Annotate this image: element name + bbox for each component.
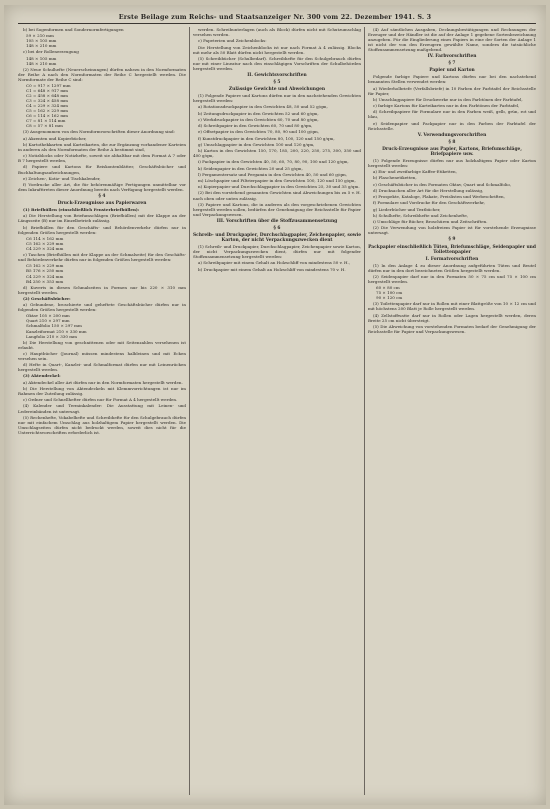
list-item: B5 176 × 250 mm [26,268,64,274]
list-item: C2 = 458 × 648 mm [26,93,69,99]
paragraph: c) Hauptbücher (Journal) müssen mindestens halbleinen und mit Ecken versehen sein. [18,350,186,361]
paragraph: d) Drucksachen aller Art für die Herstellung zulässig, [373,187,484,193]
paragraph: c) farbige Kartons für Karteikarten nur in den Farbtönen der Farbtafel, [373,103,520,109]
section-heading: Schreib- und Druckpapier, Durchschlagpapier, Zeichenpapier, sowie Karton, der nicht Verpackungszwecken dient [193,232,361,244]
paragraph: Die Herstellung von Zeichenblocks ist nur nach Format A 4 zulässig. Blocks mit mehr als 50 Blatt dürfen nicht hergestellt werden. [193,44,361,55]
column-divider [189,27,190,795]
list-item: 105 × 105 mm [26,38,57,44]
list-item: C8 = 57 × 81 mm [26,123,63,129]
paragraph: (3) Papiere und Kartons, die in anderen als den vorgeschriebenen Gewichten hergestellt werden sollen, bedürfen der Genehmigung der Reichsstelle für Papier und Verpackungswesen. [193,201,361,217]
list-item: 60 × 80 cm [376,285,400,291]
paragraph: (5) Die Abweichung von vorstehenden Formaten bedarf der Genehmigung der Reichsstelle für Papier und Verpackungswesen. [368,323,536,334]
document-page [4,5,546,805]
section-number: § 7 [448,61,456,67]
paragraph: b) Umschlagpapiere für Druckwerke nur in den Farbtönen der Farbtafel, [373,96,523,102]
paragraph: c) Werkdruckpapier in den Gewichten 60, 70 und 80 g/qm, [198,116,319,122]
section-number: § 8 [448,139,456,145]
paragraph: d) Hefte in Quart-, Kanzlei- und Schmalformat dürfen nur mit Leinenrücken hergestellt werden. [18,362,186,373]
paragraph: i) Umschläge für Bücher, Broschüren und Zeitschriften. [373,219,488,225]
paragraph: werden. Schreibunterlagen (auch als Block) dürfen nicht mit Schutzumschlag versehen werden. [193,27,361,38]
list-item: 148 × 105 mm [26,55,57,61]
list-item: C5 = 162 × 229 mm [26,108,69,114]
paragraph: l) Pergamentersatz und Pergamin in den Gewichten 40, 50 und 60 g/qm, [198,171,347,177]
list-item: C4 229 × 324 mm [26,273,64,279]
paragraph: d) Schreibpapier in den Gewichten 60, 70 und 80 g/qm, [198,123,313,129]
paragraph: (3) Ausgenommen von den Normformvorschriften dieser Anordnung sind: [23,129,175,135]
format-list [26,33,186,48]
paragraph: (1) Schreib- und Druckpapier, Durchschlagpapier, Zeichenpapier sowie Karton, der nicht Verpackungszwecken dient, dürfen nur mit folgender Stoffzusammensetzung hergestellt werden: [193,244,361,260]
paragraph: (4) Kalender und Terminkalender: Die Ausstattung mit Leinen- und Ledereinbänden ist untersagt. [18,403,186,414]
list-item: C3 = 324 × 458 mm [26,98,69,104]
section-number: § 5 [273,79,281,85]
list-item: 75 × 100 cm [376,290,403,296]
format-list [376,285,536,300]
paragraph: e) Zeichen-, Kotiz- und Tischkalender, [23,175,101,181]
paragraph: (2) Die Verwendung von holzfreiem Papier ist für vorstehende Erzeugnisse untersagt. [368,225,536,236]
list-item: 148 × 210 mm [26,43,57,49]
paragraph: d) Papiere und Kartons für Reiskontenblätter, Geschäftsbücher und Buchhaltungsaufzeichnungen, [18,164,186,175]
paragraph: a) Schreibpapier mit einem Gehalt an Holzschliff von mindestens 50 v. H., [198,260,351,266]
section-heading: I. Formatvorschriften [425,256,479,262]
paragraph: a) Aktendeckel aller Art dürfen nur in den Normformaten hergestellt werden. [23,379,183,385]
list-item: C6 = 114 × 162 mm [26,113,69,119]
paragraph: b) Briefhüllen für den Geschäfts- und Behördenverkehr dürfen nur in folgenden Größen hergestellt werden: [18,224,186,235]
text-column-middle [193,27,361,797]
section-heading: Papier und Karton [429,68,475,74]
list-item: C5 162 × 229 mm [26,241,64,247]
list-item: C5 162 × 229 mm [26,263,64,269]
paragraph: g) Umschlagpapier in den Gewichten 100 und 120 g/qm, [198,141,315,147]
paragraph: h) Karton in den Gewichten 150, 170, 185, 200, 220, 250, 275, 300, 350 und 400 g/qm, [193,148,361,159]
section-number: § 9 [448,237,456,243]
paragraph: a) Wiederholbriefe (Verfallsbriefe) in 10 Farben der Farbtafel der Reichsstelle für Papier, [368,85,536,96]
paragraph: b) bei Sogenformen und Sondernormfertigungen [23,27,124,32]
list-item: B4 250 × 353 mm [26,278,64,284]
list-item: Langfolio 210 × 330 mm [26,333,77,339]
paragraph: (2) Seidenpapier darf nur in den Formaten 50 × 75 cm und 75 × 100 cm hergestellt werden. [368,273,536,284]
paragraph: a) Ein- und zweifarbige Kaffee-Etiketten, [373,169,457,175]
paragraph: b) Die Herstellung von geschnittenen oder mit Seitenzahlen versehenen ist erlaubt. [18,339,186,350]
paragraph: (1) Briefhüllen (einschließlich Fensterbriefhüllen): [23,207,140,213]
paragraph: b) Flaschenetiketten, [373,175,417,181]
paragraph: (2) Bei den vorstehend genannten Gewichten sind Abweichungen bis zu 5 v. H. nach oben oder unten zulässig. [193,190,361,201]
list-item: C1 = 648 × 917 mm [26,88,69,94]
paragraph: e) Seidenpapier und Packpapier nur in den Farben der Farbtafel der Reichsstelle. [368,120,536,131]
section-heading: Druck-Erzeugnisse aus Papierwaren [57,201,147,207]
paragraph: n) Kopierpapier und Durchschlagpapier in den Gewichten 25, 30 und 35 g/qm. [198,184,360,190]
column-divider [364,27,365,795]
list-item: 148 × 210 mm [26,60,57,66]
paragraph: k) Seidenpapier in den Gewichten 20 und 25 g/qm, [198,165,303,171]
paragraph: (4) Auf sämtlichen Ausgaben, Deckungsbestätigungen und Rechnungen der Erzeuger und der Händler ist die auf der Anlage 1 gegebene Sortenbezeichnung anzugeben. Für die Eingliederung eines Papiers in eine der Sorten der Anlage 1 ist nicht der von den Erzeugern gewählte Name, sondern die tatsächliche Stoffzusammensetzung maßgebend. [368,27,536,53]
section-title: IV. Farbvorschriften [427,54,477,60]
paragraph: a) Rotationsdruckpapier in den Gewichten 48, 50 und 52 g/qm, [198,104,328,110]
list-item: C4 = 229 × 324 mm [26,103,69,109]
paragraph: c) Taschen (Briefhüllen mit der Klappe an der Schmalseite) für den Geschäfts- und Behördenverkehr dürfen nur in folgenden Größen hergestellt werden: [18,252,186,263]
paragraph: h) Schulhefte, Schreibhefte und Zeichenhefte, [373,212,469,218]
section-title: III. Vorschriften über die Stoffzusammensetzung [216,218,338,224]
section-title: V. Verwendungsvorschriften [417,132,487,138]
subsection-heading: (3) Aktendeckel: [23,373,61,379]
paragraph: (1) In den Anlage 4 zu dieser Anordnung aufgeführten Tüten und Beutel dürfen nur in den dort bezeichneten Größen hergestellt werden. [368,262,536,273]
list-item: 90 × 120 cm [376,295,403,301]
list-item: Quart 210 × 297 mm [26,318,70,324]
paragraph: f) Vordrucke aller Art, die für behörenmäßige Fertigungen unmittelbar vor dem Inkrafttreten dieser Anordnung bereits nach Verfügung hergestellt werden. [18,182,186,193]
paragraph: d) Schreibpapiere für Formulare nur in den Farben weiß, gelb, grün, rot und blau, [368,109,536,120]
paragraph: i) Packpapier in den Gewichten 40, 50, 60, 70, 80, 90, 100 und 120 g/qm, [198,159,349,165]
paragraph: m) Löschpapier und Filtrierpapier in den Gewichten 100, 120 und 150 g/qm, [198,177,356,183]
paragraph: b) Druckpapier mit einem Gehalt an Holzschliff von mindestens 70 v. H. [198,266,346,272]
list-item: Schmalfolio 150 × 297 mm [26,323,82,329]
paragraph: c) Papeterien und Zeichenblocks: [198,38,267,44]
list-item: C0 = 917 × 1297 mm [26,83,71,89]
paragraph: a) Gebundene, broschierte und geheftete Geschäftsbücher dürfen nur in folgenden Größen hergestellt werden: [18,302,186,313]
format-list [26,56,186,66]
section-title: II. Gewichtsvorschriften [247,72,307,78]
paragraph: e) Offsetpapier in den Gewichten 70, 80, 90 und 100 g/qm, [198,129,319,135]
paragraph: c) Ordner und Schnellhefter dürfen nur für Format A 4 hergestellt werden. [23,397,178,403]
header-rule [18,23,536,24]
format-list [26,236,186,251]
list-item: Oktav 105 × 200 mm [26,313,70,319]
paragraph: g) Liederbücher und Textbücher, [373,206,441,212]
text-column-left [18,27,186,797]
text-column-right [368,27,536,797]
format-list [26,83,186,128]
paragraph: (5) Rechenhefte, Vokabelhefte und Schreibhefte für den Schulgebrauch dürfen nur mit einfachem Umschlag aus holzhaltigem Papier hergestellt werden. Die Umschlagseiten dürfen nicht bedruckt werden, soweit dies nicht für die Unterrichtsvorschriften erforderlich ist. [18,414,186,435]
paragraph: a) Akzenten und Kopierbücher, [23,135,87,141]
section-number: § 6 [273,225,281,231]
paragraph: Folgende farbige Papiere und Kartons dürfen nur bei den nachstehend benannten Stellen verwendet werden: [368,74,536,85]
list-item: 59 × 210 mm [26,33,54,39]
list-item: C6 114 × 162 mm [26,235,64,241]
paragraph: (5) Schreibbücher (Schulbedarf). Schreibhefte für den Schulgebrauch dürfen nur mit einer Lineatur nach den einschlägigen Vorschriften der Schulbehörden hergestellt werden. [193,55,361,71]
section-heading: Druck-Erzeugnisse aus Papier, Kartons, Briefumschläge, Briefpapiere usw. [382,146,522,157]
paragraph: (4) Zellstoffwatte darf nur in Rollen oder Lagen hergestellt werden, deren Breite 25 cm nicht übersteigt. [368,312,536,323]
paragraph: c) Geschäftsbücher in den Formaten Oktav, Quart und Schmalfolio, [373,181,512,187]
section-heading: Zulässige Gewichte und Abweichungen [228,87,326,93]
paragraph: f) Formulare und Vordrucke für den Geschäftsverkehr, [373,200,485,206]
paragraph: b) Die Herstellung von Aktendeckeln mit Klemmvorrichtungen ist nur im Rahmen der Zuteilung zulässig. [18,385,186,396]
section-number: § 4 [98,194,106,200]
list-item: C7 = 81 × 114 mm [26,118,66,124]
paragraph: (1) Folgende Papiere und Kartons dürfen nur in den nachstehenden Gewichten hergestellt werden: [193,93,361,104]
list-item: C4 229 × 324 mm [26,246,64,252]
paragraph: b) Zeitungsdruckpapier in den Gewichten 52 und 60 g/qm, [198,110,319,116]
section-heading: Packpapier einschließlich Tüten, Briefumschläge, Seidenpapier und Toilettenpapier [368,244,536,255]
paragraph: c) bei der Rollenerzeugung [23,49,79,55]
page-header: Erste Beilage zum Reichs- und Staatsanzeiger Nr. 300 vom 22. Dezember 1941. S. 3 [118,13,432,21]
paragraph: f) Kunstdruckpapier in den Gewichten 80, 100, 120 und 150 g/qm, [198,135,335,141]
list-item: Kanzleiformat 210 × 330 mm [26,328,87,334]
paragraph: (3) Toilettenpapier darf nur in Rollen mit einer Blattgröße von 10 × 12 cm und mit höchstens 200 Blatt je Rolle hergestellt werden. [368,301,536,312]
paragraph: b) Kartothekkarten und Karteikarten, die zur Ergänzung vorhandener Karteien in anderen als den Normformaten der Reihe A bestimmt sind, [18,141,186,152]
paragraph: (2) Neue Schulhefte (Neuerscheinungen) dürfen nahezu in den Normformaten der Reihe A nach den Normformaten der Reihe C hergestellt werden. Die Normformate der Reihe C sind: [18,66,186,82]
paragraph: e) Prospekte, Kataloge, Plakate, Preislisten und Werbeschriften, [373,194,505,200]
paragraph: (1) Folgende Erzeugnisse dürfen nur aus holzhaltigem Papier oder Karton hergestellt werden: [368,157,536,169]
paragraph: c) Notizblocks oder Notizhefte, soweit sie abhaltbar mit dem Format A 7 oder B 7 hergestellt werden, [18,153,186,164]
paragraph: a) Die Herstellung von Briefumschlägen (Briefhüllen) mit der Klappe an der Längsseite (B) nur im Einzelbetrieb zulässig. [18,213,186,224]
format-list [26,263,186,283]
paragraph: d) Kuverts in diesen Schmalseiten in Formen nur bis 220 × 310 mm hergestellt werden. [18,284,186,295]
subsection-heading: (2) Geschäftsbücher: [23,295,71,301]
format-list [26,313,186,338]
